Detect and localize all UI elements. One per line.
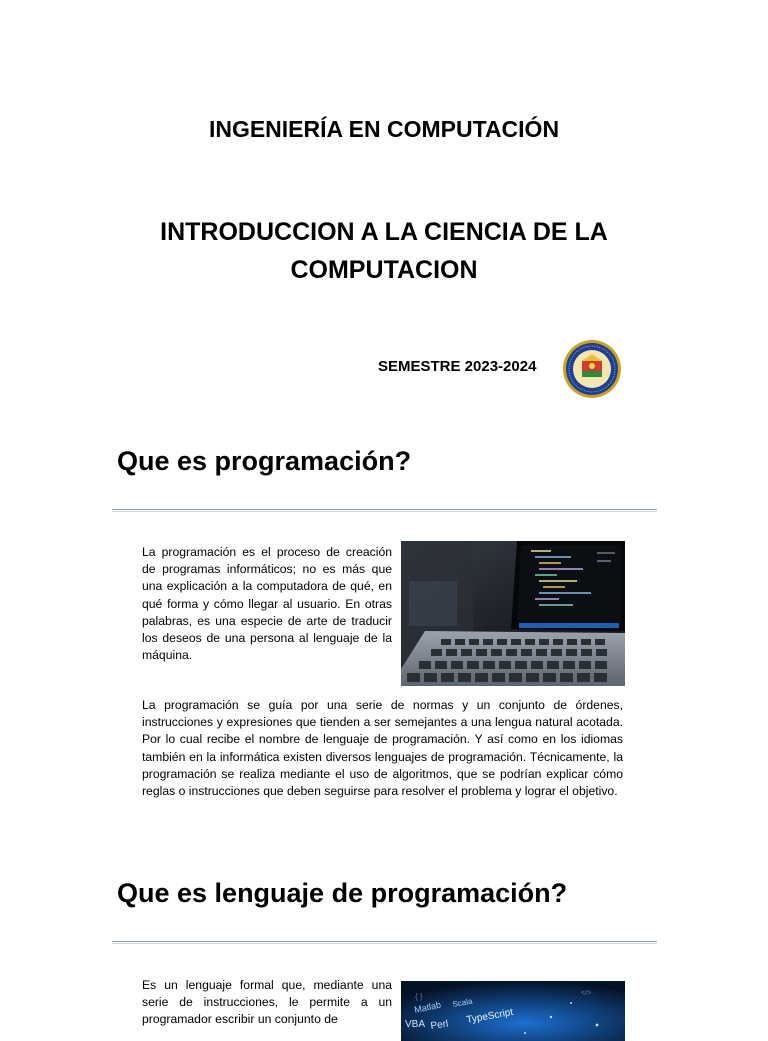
course-title-line2: COMPUTACION: [290, 256, 478, 284]
word-typescript: TypeScript: [465, 1006, 515, 1026]
laptop-code-image: [401, 541, 625, 686]
paragraph-programming-rules: La programación se guía por una serie de normas y un conjunto de órdenes, instrucciones y expresiones que tienden a ser semejantes a una lengua natural acotada. Por lo cual recibe el nombre de lenguaje de programación. Y así como en los idiomas también en la informática existen diversos lenguajes de programación. Técnicamente, la programación se realiza mediante el uso de algoritmos, que se podrían explicar cómo reglas o instrucciones que deben seguirse para resolver el problema y lograr el objetivo.: [142, 698, 623, 799]
section-divider: [112, 509, 657, 512]
word-scala: Scala: [451, 996, 474, 1009]
section-title-programming-language: Que es lenguaje de programación?: [117, 878, 568, 908]
svg-text:</>: </>: [581, 990, 592, 997]
word-matlab: Matlab: [413, 999, 442, 1015]
career-title: INGENIERÍA EN COMPUTACIÓN: [208, 116, 560, 142]
semester-label: SEMESTRE 2023-2024: [378, 358, 537, 375]
word-perl: Perl: [429, 1018, 450, 1032]
university-seal-logo: [562, 339, 622, 399]
languages-word-cloud-image: [401, 981, 625, 1041]
svg-text:{ }: { }: [415, 992, 423, 1001]
course-title: [0, 213, 768, 289]
course-title-line1: INTRODUCCION A LA CIENCIA DE LA: [160, 218, 608, 246]
word-vba: VBA: [405, 1019, 426, 1030]
section-divider: [112, 941, 657, 944]
paragraph-programming-definition: La programación es el proceso de creación de programas informáticos; no es más que una explicación a la computadora de qué, en qué forma y cómo llegar al usuario. En otras palabras, es una especie de arte de traducir los deseos de una persona al lenguaje de la máquina.: [142, 545, 392, 663]
section-title-programming: Que es programación?: [117, 446, 412, 476]
paragraph-language-definition: Es un lenguaje formal que, mediante una serie de instrucciones, le permite a un programador escribir un conjunto de: [142, 978, 392, 1027]
